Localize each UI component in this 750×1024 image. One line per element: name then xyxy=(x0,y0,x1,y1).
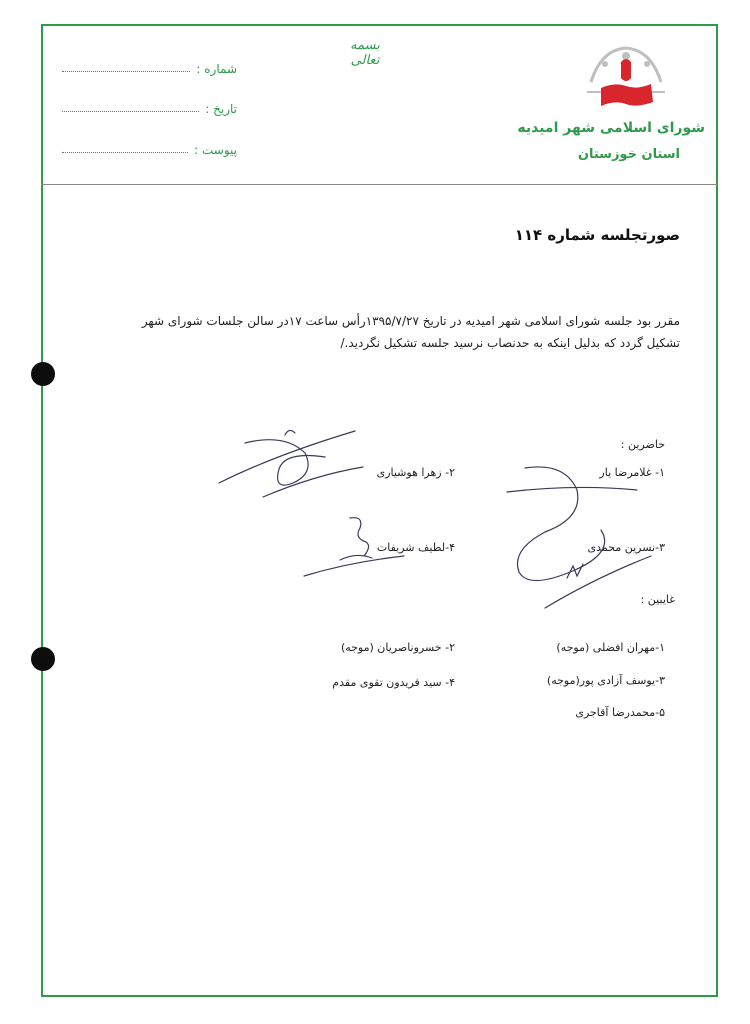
header-divider xyxy=(41,184,718,185)
absent-label: غایبین : xyxy=(640,593,675,606)
date-field xyxy=(62,94,237,116)
minutes-body xyxy=(70,310,680,354)
signature-zahra-hooshyari xyxy=(215,425,365,505)
date-label: تاریخ : xyxy=(205,102,237,116)
attachment-line xyxy=(62,152,188,153)
signature-present-members xyxy=(505,460,655,615)
absent-member-5: ۵-محمدرضا آقاجری xyxy=(575,706,665,719)
attachment-field xyxy=(62,135,237,157)
document-title: صورتجلسه شماره ۱۱۴ xyxy=(514,226,680,244)
present-member-3: ۳-نسرین محمدی xyxy=(587,541,665,554)
absent-member-3: ۳-یوسف آزادی پور(موجه) xyxy=(546,674,665,687)
absent-member-1: ۱-مهران افضلی (موجه) xyxy=(556,641,665,654)
present-member-1: ۱- غلامرضا یار xyxy=(599,466,665,479)
absent-member-4: ۴- سید فریدون تقوی مقدم xyxy=(332,676,455,689)
absent-member-2: ۲- خسروناصریان (موجه) xyxy=(340,641,455,654)
signature-latif-sharifat xyxy=(300,512,410,582)
number-field xyxy=(62,54,237,76)
punch-hole-bottom xyxy=(31,647,55,671)
minutes-line-1: مقرر بود جلسه شورای اسلامی شهر امیدیه در تاریخ ۱۳۹۵/۷/۲۷رأس ساعت ۱۷در سالن جلسات شورای شهر xyxy=(141,314,680,328)
date-line xyxy=(62,111,199,112)
number-line xyxy=(62,71,190,72)
present-member-2: ۲- زهرا هوشیاری xyxy=(376,466,455,479)
punch-hole-top xyxy=(31,362,55,386)
iran-emblem-icon xyxy=(585,42,667,112)
present-member-4: ۴-لطیف شریفات xyxy=(376,541,455,554)
organization-name: شورای اسلامی شهر امیدیه xyxy=(517,120,705,136)
minutes-line-2: تشکیل گردد که بدلیل اینکه به حدنصاب نرسید جلسه تشکیل نگردید./ xyxy=(340,336,680,350)
attachment-label: پیوست : xyxy=(194,143,237,157)
number-label: شماره : xyxy=(196,62,237,76)
province-name: استان خوزستان xyxy=(577,147,680,162)
present-label: حاضرین : xyxy=(620,438,665,451)
bismillah-calligraphy: بسمه تعالی xyxy=(350,38,380,68)
